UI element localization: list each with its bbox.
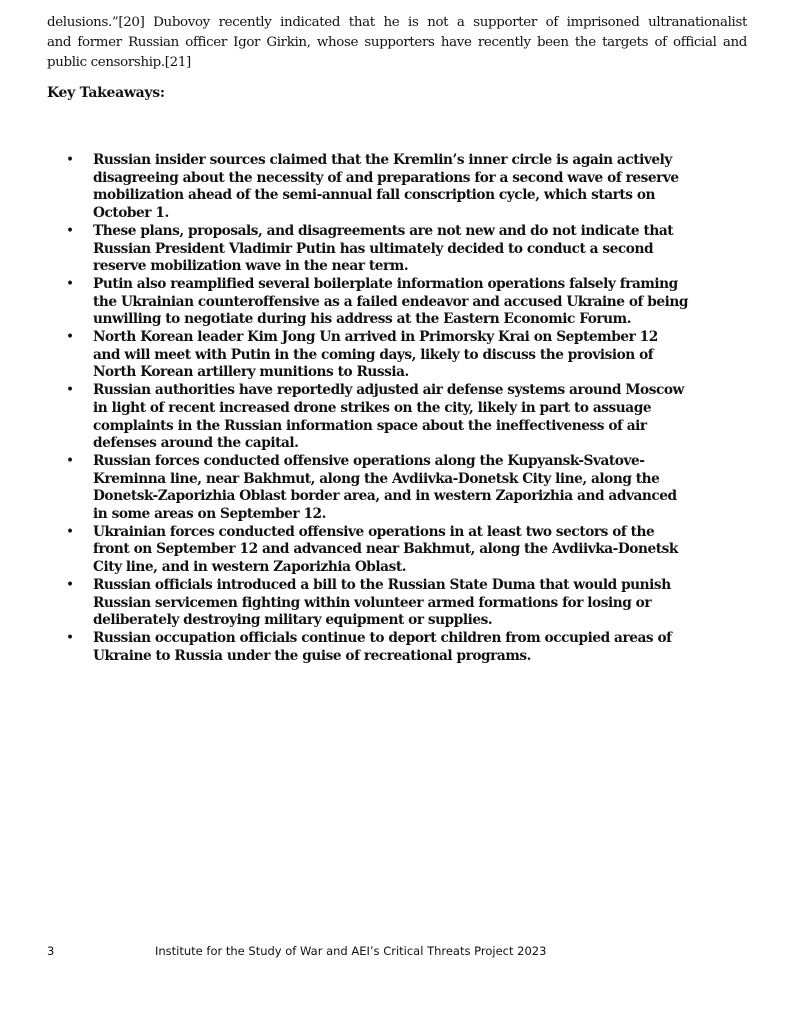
takeaway-item <box>0 152 688 223</box>
takeaway-line: unwilling to negotiate during his address at the Eastern Economic Forum. <box>93 311 632 328</box>
takeaway-line: Kreminna line, near Bakhmut, along the Avdiivka-Donetsk City line, along the <box>93 470 660 487</box>
takeaway-item <box>0 276 688 329</box>
takeaway-item <box>0 223 688 276</box>
takeaway-item <box>0 524 688 577</box>
takeaway-line: in some areas on September 12. <box>93 506 326 523</box>
takeaway-line: mobilization ahead of the semi-annual fall conscription cycle, which starts on <box>93 187 656 204</box>
takeaway-line: Donetsk-Zaporizhia Oblast border area, and in western Zaporizhia and advanced <box>93 488 677 505</box>
takeaway-line: complaints in the Russian information space about the ineffectiveness of air <box>93 417 647 434</box>
bullet-icon: • <box>66 329 74 346</box>
bullet-icon: • <box>66 452 74 469</box>
takeaway-line: disagreeing about the necessity of and preparations for a second wave of reserve <box>93 169 679 186</box>
bullet-icon: • <box>66 275 74 292</box>
takeaway-line: Russian authorities have reportedly adjusted air defense systems around Moscow <box>93 382 684 399</box>
bullet-icon: • <box>66 629 74 646</box>
takeaway-line: and will meet with Putin in the coming days, likely to discuss the provision of <box>93 346 654 363</box>
takeaway-line: defenses around the capital. <box>93 435 299 452</box>
footer-text: Institute for the Study of War and AEI’s Critical Threats Project 2023 <box>155 944 547 958</box>
key-takeaways-heading: Key Takeaways: <box>47 85 165 101</box>
takeaway-line: Russian officials introduced a bill to the Russian State Duma that would punish <box>93 576 671 593</box>
takeaway-line: Ukrainian forces conducted offensive operations in at least two sectors of the <box>93 523 655 540</box>
takeaway-line: deliberately destroying military equipment or supplies. <box>93 612 493 629</box>
takeaway-line: North Korean artillery munitions to Russia. <box>93 364 409 381</box>
key-takeaways-list <box>0 152 688 665</box>
paragraph-line: and former Russian officer Igor Girkin, whose supporters have recently been the targets of official and <box>47 35 747 50</box>
paragraph-line: delusions.”[20] Dubovoy recently indicated that he is not a supporter of imprisoned ultranationalist <box>47 15 747 30</box>
takeaway-line: North Korean leader Kim Jong Un arrived in Primorsky Krai on September 12 <box>93 329 658 346</box>
bullet-icon: • <box>66 523 74 540</box>
takeaway-line: Russian forces conducted offensive operations along the Kupyansk-Svatove- <box>93 452 645 469</box>
takeaway-line: front on September 12 and advanced near Bakhmut, along the Avdiivka-Donetsk <box>93 541 678 558</box>
takeaway-line: Russian insider sources claimed that the Kremlin’s inner circle is again actively <box>93 152 672 168</box>
paragraph-line: public censorship.[21] <box>47 55 191 70</box>
takeaway-line: City line, and in western Zaporizhia Oblast. <box>93 559 407 576</box>
takeaway-item <box>0 329 688 382</box>
takeaway-item <box>0 630 688 665</box>
takeaway-line: Putin also reamplified several boilerplate information operations falsely framing <box>93 275 678 292</box>
takeaway-item <box>0 453 688 524</box>
bullet-icon: • <box>66 576 74 593</box>
takeaway-item <box>0 382 688 453</box>
takeaway-line: Russian occupation officials continue to deport children from occupied areas of <box>93 629 672 646</box>
bullet-icon: • <box>66 382 74 399</box>
takeaway-line: These plans, proposals, and disagreements are not new and do not indicate that <box>93 222 674 239</box>
bullet-icon: • <box>66 152 74 168</box>
takeaway-line: Russian President Vladimir Putin has ultimately decided to conduct a second <box>93 240 654 257</box>
takeaway-line: Ukraine to Russia under the guise of recreational programs. <box>93 647 531 664</box>
takeaway-line: the Ukrainian counteroffensive as a failed endeavor and accused Ukraine of being <box>93 293 689 310</box>
takeaway-line: Russian servicemen fighting within volunteer armed formations for losing or <box>93 594 652 611</box>
takeaway-item <box>0 577 688 630</box>
takeaway-line: reserve mobilization wave in the near term. <box>93 258 409 275</box>
takeaway-line: October 1. <box>93 205 169 222</box>
intro-paragraph <box>47 13 747 73</box>
page-number: 3 <box>47 944 55 958</box>
bullet-icon: • <box>66 222 74 239</box>
takeaway-line: in light of recent increased drone strikes on the city, likely in part to assuage <box>93 399 652 416</box>
